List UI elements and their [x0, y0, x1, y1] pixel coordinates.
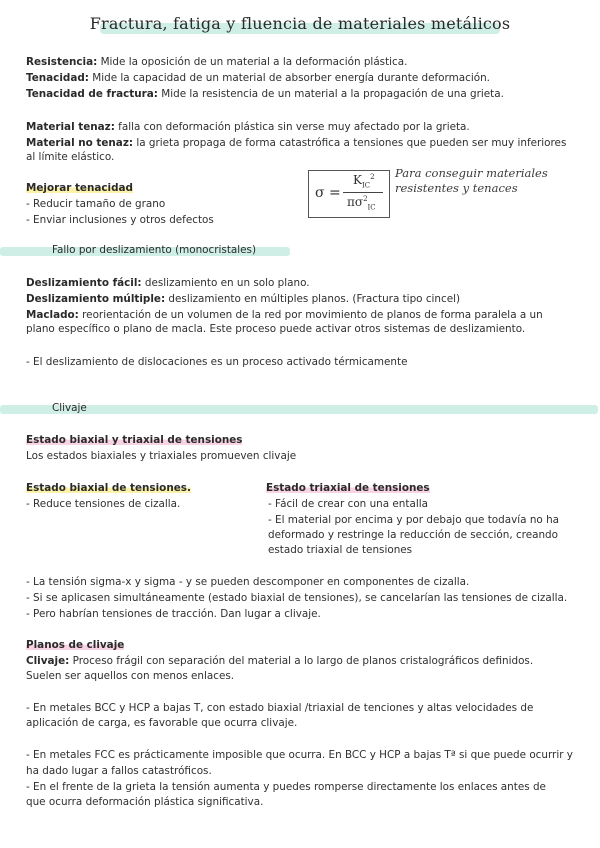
def-resistencia — [26, 55, 407, 69]
def-term: Material no tenaz: — [26, 137, 134, 149]
list-item: - En el frente de la grieta la tensión aumenta y puedes romperse directamente los enlaces antes de — [26, 781, 546, 793]
mejorar-heading — [26, 181, 133, 195]
list-item: - En metales BCC y HCP a bajas T, con estado biaxial /triaxial de tenciones y altas velocidades de — [26, 702, 534, 714]
handnote-line2: resistentes y tenaces — [395, 181, 518, 195]
formula-denominator — [347, 195, 376, 211]
material-no-tenaz — [26, 136, 566, 150]
formula-box — [308, 170, 390, 218]
def-text: la grieta propaga de forma catastrófica a tensiones que pueden ser muy inferiores — [133, 137, 567, 149]
maclado-cont: plano específico o plano de macla. Este proceso puede activar otros sistemas de deslizamiento. — [26, 323, 526, 335]
list-item: estado triaxial de tensiones — [268, 544, 413, 556]
estados-heading — [26, 433, 242, 447]
list-item: deformado y restringe la reducción de sección, creando — [268, 529, 558, 541]
formula-sigma: σ = — [315, 185, 341, 201]
def-text: deslizamiento en un solo plano. — [141, 277, 310, 289]
clivaje-def — [26, 654, 533, 668]
list-item: - Fácil de crear con una entalla — [268, 498, 428, 510]
formula-k: K — [353, 173, 362, 187]
formula-pi-sigma: πσ — [347, 195, 364, 209]
deslizamiento-note: - El deslizamiento de dislocaciones es un proceso activado térmicamente — [26, 356, 408, 368]
def-tenacidad — [26, 71, 490, 85]
list-item: - Si se aplicasen simultáneamente (estado biaxial de tensiones), se cancelarían las tensiones de cizalla. — [26, 592, 568, 604]
formula-num-sup: 2 — [370, 173, 375, 181]
formula-fraction-bar — [343, 192, 383, 193]
estados-text: Los estados biaxiales y triaxiales promueven clivaje — [26, 450, 297, 462]
def-text: deslizamiento en múltiples planos. (Fractura tipo cincel) — [165, 293, 461, 305]
formula-numerator — [353, 173, 375, 189]
def-tenacidad-fractura — [26, 87, 504, 101]
list-item: - Enviar inclusiones y otros defectos — [26, 214, 214, 226]
def-term: Deslizamiento fácil: — [26, 277, 142, 289]
biaxial-heading — [26, 481, 191, 495]
def-term: Clivaje: — [26, 655, 70, 667]
formula-den-sub: IC — [367, 203, 376, 212]
material-no-tenaz-cont: al límite elástico. — [26, 151, 115, 163]
def-term: Tenacidad de fractura: — [26, 88, 158, 100]
list-item: que ocurra deformación plástica significativa. — [26, 796, 264, 808]
list-item: - En metales FCC es prácticamente imposible que ocurra. En BCC y HCP a bajas Tª si que puede ocurrir y — [26, 749, 573, 761]
def-term: Deslizamiento múltiple: — [26, 293, 166, 305]
section-highlight-clivaje — [0, 405, 598, 414]
list-item: - Reduce tensiones de cizalla. — [26, 498, 181, 510]
maclado — [26, 308, 543, 322]
planos-heading — [26, 638, 124, 652]
list-item: aplicación de carga, es favorable que ocurra clivaje. — [26, 717, 298, 729]
list-item: ha dado lugar a fallos catastróficos. — [26, 765, 212, 777]
def-text: Mide la capacidad de un material de absorber energía durante deformación. — [88, 72, 490, 84]
triaxial-heading-text: Estado triaxial de tensiones — [266, 482, 430, 494]
section-title-deslizamiento: Fallo por deslizamiento (monocristales) — [52, 244, 257, 256]
def-term: Material tenaz: — [26, 121, 115, 133]
handwritten-note — [395, 166, 570, 196]
def-term: Tenacidad: — [26, 72, 89, 84]
handnote-line1: Para conseguir materiales — [395, 166, 548, 180]
def-text: Mide la oposición de un material a la deformación plástica. — [97, 56, 408, 68]
formula-num-sub: IC — [361, 181, 371, 190]
list-item: - La tensión sigma-x y sigma - y se pueden descomponer en componentes de cizalla. — [26, 576, 470, 588]
def-text: Mide la resistencia de un material a la propagación de una grieta. — [157, 88, 504, 100]
material-tenaz — [26, 120, 470, 134]
triaxial-heading — [266, 481, 430, 495]
def-text: reorientación de un volumen de la red por movimiento de planos de forma paralela a un — [78, 309, 543, 321]
def-term: Maclado: — [26, 309, 79, 321]
page-title: Fractura, fatiga y fluencia de materiales metálicos — [89, 14, 511, 33]
estados-heading-text: Estado biaxial y triaxial de tensiones — [26, 434, 243, 446]
deslizamiento-multiple — [26, 292, 460, 306]
biaxial-heading-text: Estado biaxial de tensiones. — [26, 482, 191, 494]
def-text: falla con deformación plástica sin verse muy afectado por la grieta. — [114, 121, 470, 133]
clivaje-def-cont: Suelen ser aquellos con menos enlaces. — [26, 670, 235, 682]
list-item: - Pero habrían tensiones de tracción. Dan lugar a clivaje. — [26, 608, 321, 620]
mejorar-heading-text: Mejorar tenacidad — [26, 182, 133, 194]
list-item: - Reducir tamaño de grano — [26, 198, 166, 210]
planos-heading-text: Planos de clivaje — [26, 639, 125, 651]
formula-den-sup: 2 — [363, 195, 368, 203]
deslizamiento-facil — [26, 276, 310, 290]
def-term: Resistencia: — [26, 56, 98, 68]
list-item: - El material por encima y por debajo que todavía no ha — [268, 514, 560, 526]
def-text: Proceso frágil con separación del material a lo largo de planos cristalográficos definidos. — [69, 655, 534, 667]
section-title-clivaje: Clivaje — [52, 402, 87, 414]
